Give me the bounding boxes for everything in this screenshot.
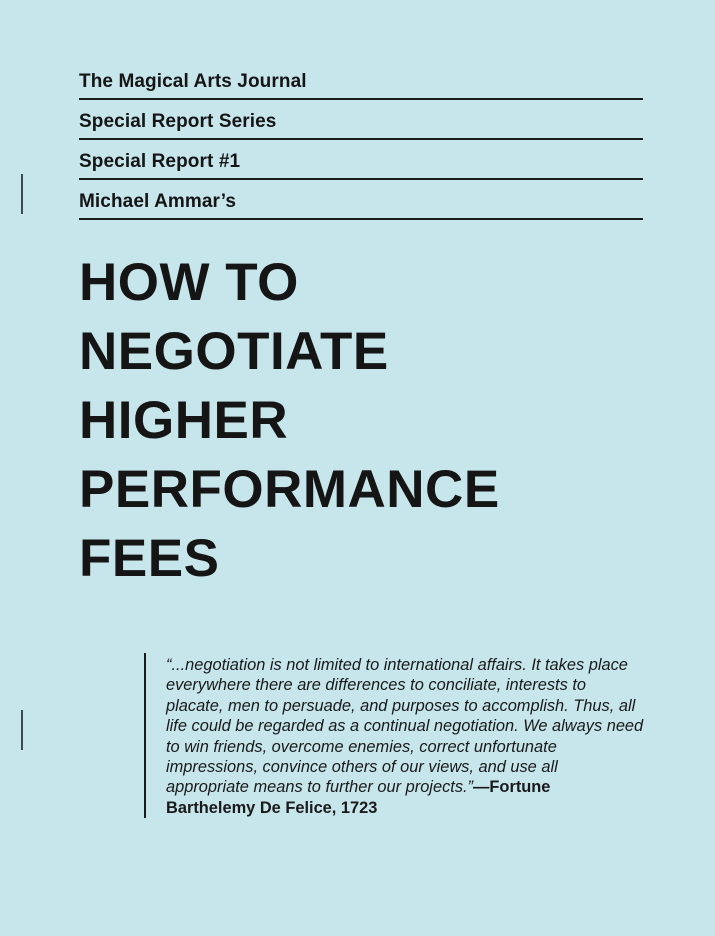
series-name: Special Report Series — [79, 111, 277, 132]
header-line-journal — [79, 60, 643, 100]
title-line: NEGOTIATE — [79, 322, 389, 381]
page-title — [79, 248, 699, 593]
header-line-report-number — [79, 140, 643, 180]
title-line: PERFORMANCE — [79, 460, 500, 519]
report-number: Special Report #1 — [79, 151, 241, 172]
header-line-series — [79, 100, 643, 140]
title-line: HOW TO — [79, 253, 299, 312]
staple-mark-top — [21, 174, 23, 214]
quote-text: “...negotiation is not limited to international affairs. It takes place everywhere there are differences to conciliate, interests to placate, men to persuade, and purposes to accomplish. Thus, all life could be regarded as a continual negotiation. We always need to win friends, overcome enemies, correct unfortunate impressions, convince others of our views, and use all appropriate means to further our projects.” — [166, 656, 644, 797]
journal-name: The Magical Arts Journal — [79, 71, 307, 92]
title-line: FEES — [79, 529, 220, 588]
staple-mark-bottom — [21, 710, 23, 750]
author-name: Michael Ammar’s — [79, 191, 237, 212]
header-block — [79, 60, 643, 220]
title-line: HIGHER — [79, 391, 289, 450]
epigraph-quote — [144, 653, 644, 818]
quote-attribution: —Fortune Barthelemy De Felice, 1723 — [166, 778, 551, 817]
quote-paragraph — [166, 653, 644, 818]
header-line-author — [79, 180, 643, 220]
